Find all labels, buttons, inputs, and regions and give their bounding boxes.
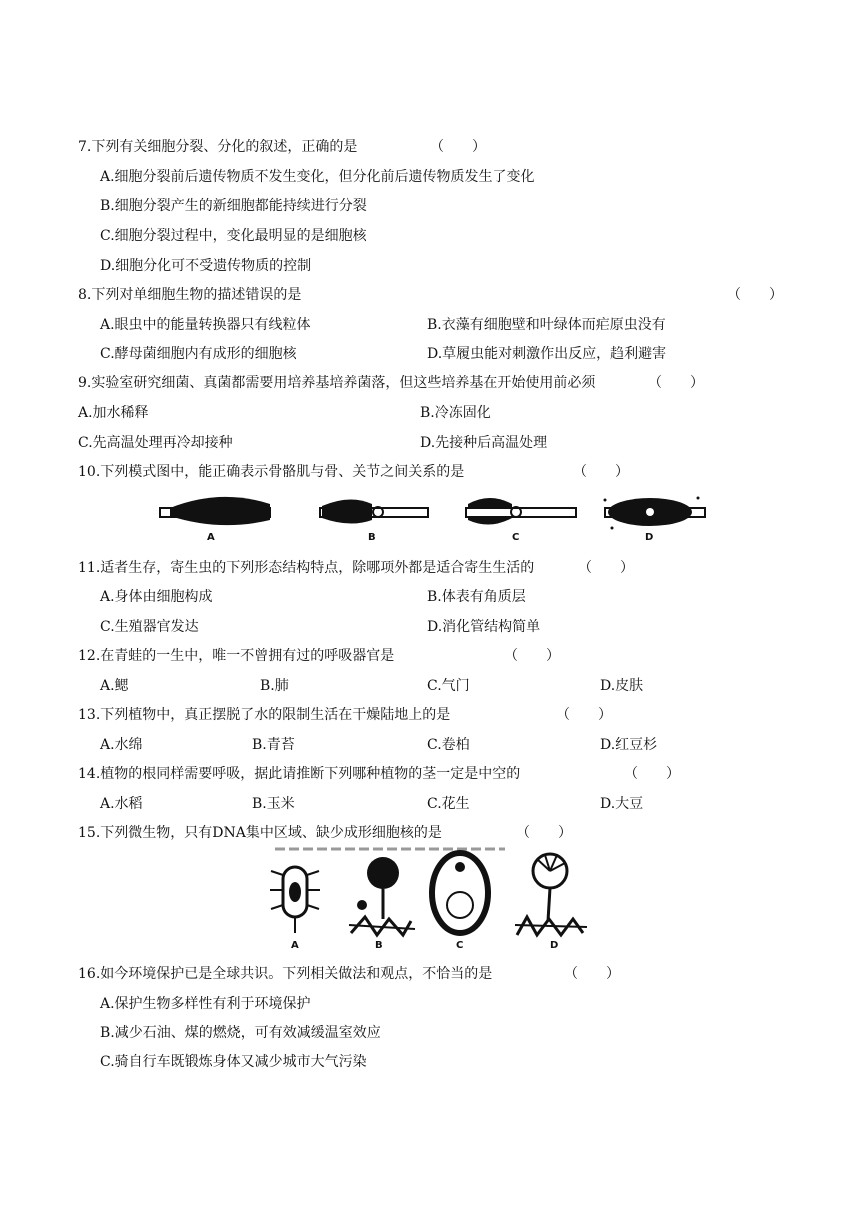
figure-c-diagram [466,498,576,525]
figure-label: B [368,532,376,543]
figure-label: B [375,940,383,951]
microorganism-figure [265,845,595,945]
figure-label: A [207,532,215,543]
figure-a-diagram [160,497,270,525]
option: B.肺 [260,678,289,694]
option: A.加水稀释 [78,405,149,421]
option: D.大豆 [600,796,644,812]
question-12-stem: 12.在青蛙的一生中，唯一不曾拥有过的呼吸器官是 [78,648,395,664]
option: A.水绵 [100,737,143,753]
figure-a-bacterium [270,867,320,933]
question-16-stem: 16.如今环境保护已是全球共识。下列相关做法和观点，不恰当的是 [78,966,493,982]
figure-label: D [550,940,559,951]
option: C.花生 [427,796,470,812]
option: A.眼虫中的能量转换器只有线粒体 [100,317,311,333]
answer-blank: （ ） [504,648,560,664]
figure-d-diagram [604,497,706,530]
option: A.细胞分裂前后遗传物质不发生变化，但分化前后遗传物质发生了变化 [100,169,535,185]
option: A.身体由细胞构成 [100,589,213,605]
option: B.细胞分裂产生的新细胞都能持续进行分裂 [100,198,367,214]
option: C.卷柏 [427,737,470,753]
option: D.先接种后高温处理 [420,435,548,451]
option: C.先高温处理再冷却接种 [78,435,233,451]
answer-blank: （ ） [578,560,634,576]
option: C.酵母菌细胞内有成形的细胞核 [100,346,297,362]
figure-b-diagram [320,499,428,523]
option: B.玉米 [252,796,295,812]
option: A.保护生物多样性有利于环境保护 [100,996,311,1012]
option: B.冷冻固化 [420,405,491,421]
option: D.消化管结构简单 [427,619,541,635]
figure-label: D [645,532,654,543]
figure-label: C [456,940,464,951]
muscle-bone-figure [150,490,720,546]
option: B.青苔 [252,737,295,753]
figure-d-penicillium [515,854,587,935]
question-7-stem: 7.下列有关细胞分裂、分化的叙述，正确的是 [78,139,358,155]
answer-blank: （ ） [430,139,486,155]
option: C.骑自行车既锻炼身体又减少城市大气污染 [100,1054,367,1070]
option: D.细胞分化可不受遗传物质的控制 [100,258,312,274]
option: B.衣藻有细胞壁和叶绿体而疟原虫没有 [427,317,666,333]
question-13-stem: 13.下列植物中，真正摆脱了水的限制生活在干燥陆地上的是 [78,707,451,723]
answer-blank: （ ） [573,464,629,480]
answer-blank: （ ） [727,287,783,303]
question-14-stem: 14.植物的根同样需要呼吸，据此请推断下列哪种植物的茎一定是中空的 [78,766,521,782]
option: A.鳃 [100,678,129,694]
answer-blank: （ ） [516,825,572,841]
question-11-stem: 11.适者生存，寄生虫的下列形态结构特点，除哪项外都是适合寄生生活的 [78,560,535,576]
answer-blank: （ ） [648,375,704,391]
option: D.草履虫能对刺激作出反应，趋利避害 [427,346,667,362]
option: D.皮肤 [600,678,644,694]
figure-label: C [512,532,520,543]
question-15-stem: 15.下列微生物，只有DNA集中区域、缺少成形细胞核的是 [78,825,442,841]
option: A.水稻 [100,796,143,812]
figure-b-mold [349,857,415,935]
answer-blank: （ ） [556,707,612,723]
answer-blank: （ ） [624,766,680,782]
option: C.气门 [427,678,470,694]
figure-label: A [291,940,299,951]
question-9-stem: 9.实验室研究细菌、真菌都需要用培养基培养菌落，但这些培养基在开始使用前必须 [78,375,596,391]
question-10-stem: 10.下列模式图中，能正确表示骨骼肌与骨、关节之间关系的是 [78,464,465,480]
question-8-stem: 8.下列对单细胞生物的描述错误的是 [78,287,302,303]
figure-c-yeast [432,853,488,933]
option: B.体表有角质层 [427,589,526,605]
option: B.减少石油、煤的燃烧，可有效减缓温室效应 [100,1025,381,1041]
option: C.细胞分裂过程中，变化最明显的是细胞核 [100,228,367,244]
answer-blank: （ ） [564,966,620,982]
option: D.红豆杉 [600,737,658,753]
option: C.生殖器官发达 [100,619,199,635]
